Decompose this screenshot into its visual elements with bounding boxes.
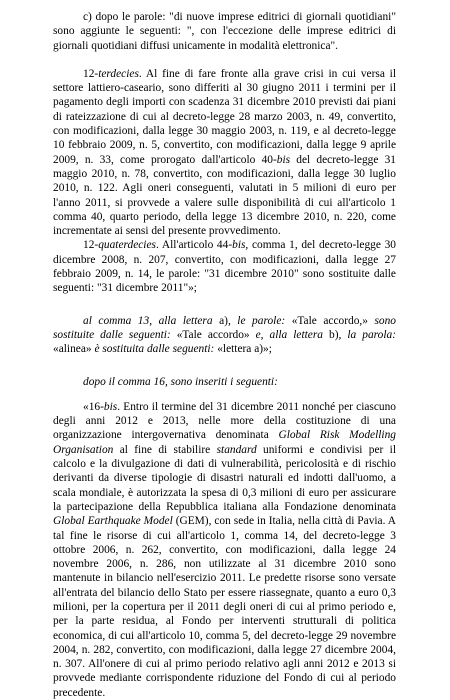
paragraph-c-lettera (53, 10, 396, 53)
text-segment: , la parola: (338, 328, 396, 341)
text-segment: «lettera a)»; (217, 343, 272, 356)
text-segment: e, alla lettera (249, 328, 323, 341)
text-segment: 12- (83, 239, 99, 252)
text-segment: «16- (83, 400, 104, 413)
text-segment: bis (103, 400, 118, 413)
text-segment: «alinea» (53, 343, 92, 356)
text-segment: standard (216, 443, 257, 456)
text-segment: (GEM), con sede in Italia, nella città di Pavia. A tal fine le risorse di cui all'articolo 1, comma 14, del decreto-legge 3 ottobre 2006, n. 262, convertito, con modificazioni, dalla legge 24 novembre 2006, n. 286, non utilizzate al 31 dicembre 2010 sono mantenute in bilancio nell'esercizio 2011. Le predette risorse sono versate all'entrata del bilancio dello Stato per essere riassegnate, quanto a euro 0,3 milioni, per la copertura per il 2011 degli oneri di cui al primo periodo e, per la parte residua, al Fondo per interventi strutturali di politica economica, di cui all'articolo 10, comma 5, del decreto-legge 29 novembre 2004, n. 282, convertito, con modificazioni, dalla legge 27 dicembre 2004, n. 307. All'onere di cui al primo periodo relativo agli anni 2012 e 2013 si provvede mediante corrispondente riduzione del Fondo di cui al periodo precedente. (53, 515, 396, 699)
text-segment: Global Earthquake Model (53, 515, 173, 528)
text-segment: al fine di stabilire (113, 443, 217, 456)
text-segment: a) (212, 314, 228, 327)
text-segment: . Entro il termine del 31 dicembre 2011 nonché per ciascuno degli anni 2012 e 2013, nelle more della costituzione di una organizzazione intergovernativa denominata (53, 400, 396, 442)
paragraph-12-quaterdecies (53, 238, 396, 295)
text-segment: 12- (83, 67, 99, 80)
text-segment: . All'articolo 44- (155, 239, 233, 252)
text-segment: c) dopo le parole: "di nuove imprese editrici di giornali quotidiani" sono aggiunte le seguenti: ", con l'eccezione delle imprese editrici di giornali quotidiani diffusi unicamente in modalità elettronica". (53, 11, 396, 52)
text-segment: sono sostituite dalle seguenti: (53, 314, 396, 341)
text-segment: , comma 1, del decreto-legge 30 dicembre 2008, n. 207, convertito, con modificazioni, dalla legge 27 febbraio 2009, n. 14, le parole: "31 dicembre 2010" sono sostituite dalle seguenti: "31 dicembre 2011"»; (53, 239, 396, 295)
paragraph-16-bis (53, 400, 396, 700)
document-page (53, 10, 396, 700)
text-segment: Global Risk Modelling Organisation (53, 429, 396, 456)
text-segment: terdecies (98, 67, 139, 80)
text-segment: , le parole: (227, 314, 292, 327)
paragraph-comma-13 (53, 314, 396, 357)
text-segment: bis (276, 153, 291, 166)
text-segment: dopo il comma 16, sono inseriti i seguenti: (83, 375, 278, 388)
text-segment: uniformi e condivisi per il calcolo e la divulgazione di dati di vulnerabilità, pericolosità e di rischio derivanti da diverse tipologie di disastri naturali ed indotti dall'uomo, a scala mondiale, è autorizzata la spesa di 0,3 milioni di euro per assicurare la partecipazione della Repubblica italiana alla Fondazione denominata (53, 443, 396, 513)
text-segment: . Al fine di fare fronte alla grave crisi in cui versa il settore lattiero-caseario, sono differiti al 30 giugno 2011 i termini per il pagamento degli importi con scadenza 31 dicembre 2010 previsti dai piani di rateizzazione di cui al decreto-legge 28 marzo 2003, n. 49, convertito, con modificazioni, dalla legge 30 maggio 2003, n. 119, e al decreto-legge 10 febbraio 2009, n. 5, convertito, con modificazioni, dalla legge 9 aprile 2009, n. 33, come prorogato dall'articolo 40- (53, 67, 396, 166)
text-segment: b) (323, 328, 339, 341)
text-segment: «Tale accordo» (176, 328, 250, 341)
text-segment: bis (232, 239, 246, 252)
text-segment: quaterdecies (98, 239, 156, 252)
paragraph-dopo-comma-16 (53, 375, 396, 389)
text-segment: del decreto-legge 31 maggio 2010, n. 78, convertito, con modificazioni, dalla legge 30 luglio 2010, n. 122. Agli oneri conseguenti, valutati in 5 milioni di euro per l'anno 2011, si provvede a valere sulle disponibilità di cui all'articolo 1 comma 40, quarto periodo, della legge 13 dicembre 2010, n. 220, come incrementate ai sensi del presente provvedimento. (53, 153, 396, 238)
text-segment: «Tale accordo,» (291, 314, 368, 327)
paragraph-12-terdecies (53, 67, 396, 239)
text-segment: è sostituita dalle seguenti: (91, 343, 218, 356)
text-segment: al comma 13, alla lettera (83, 314, 213, 327)
